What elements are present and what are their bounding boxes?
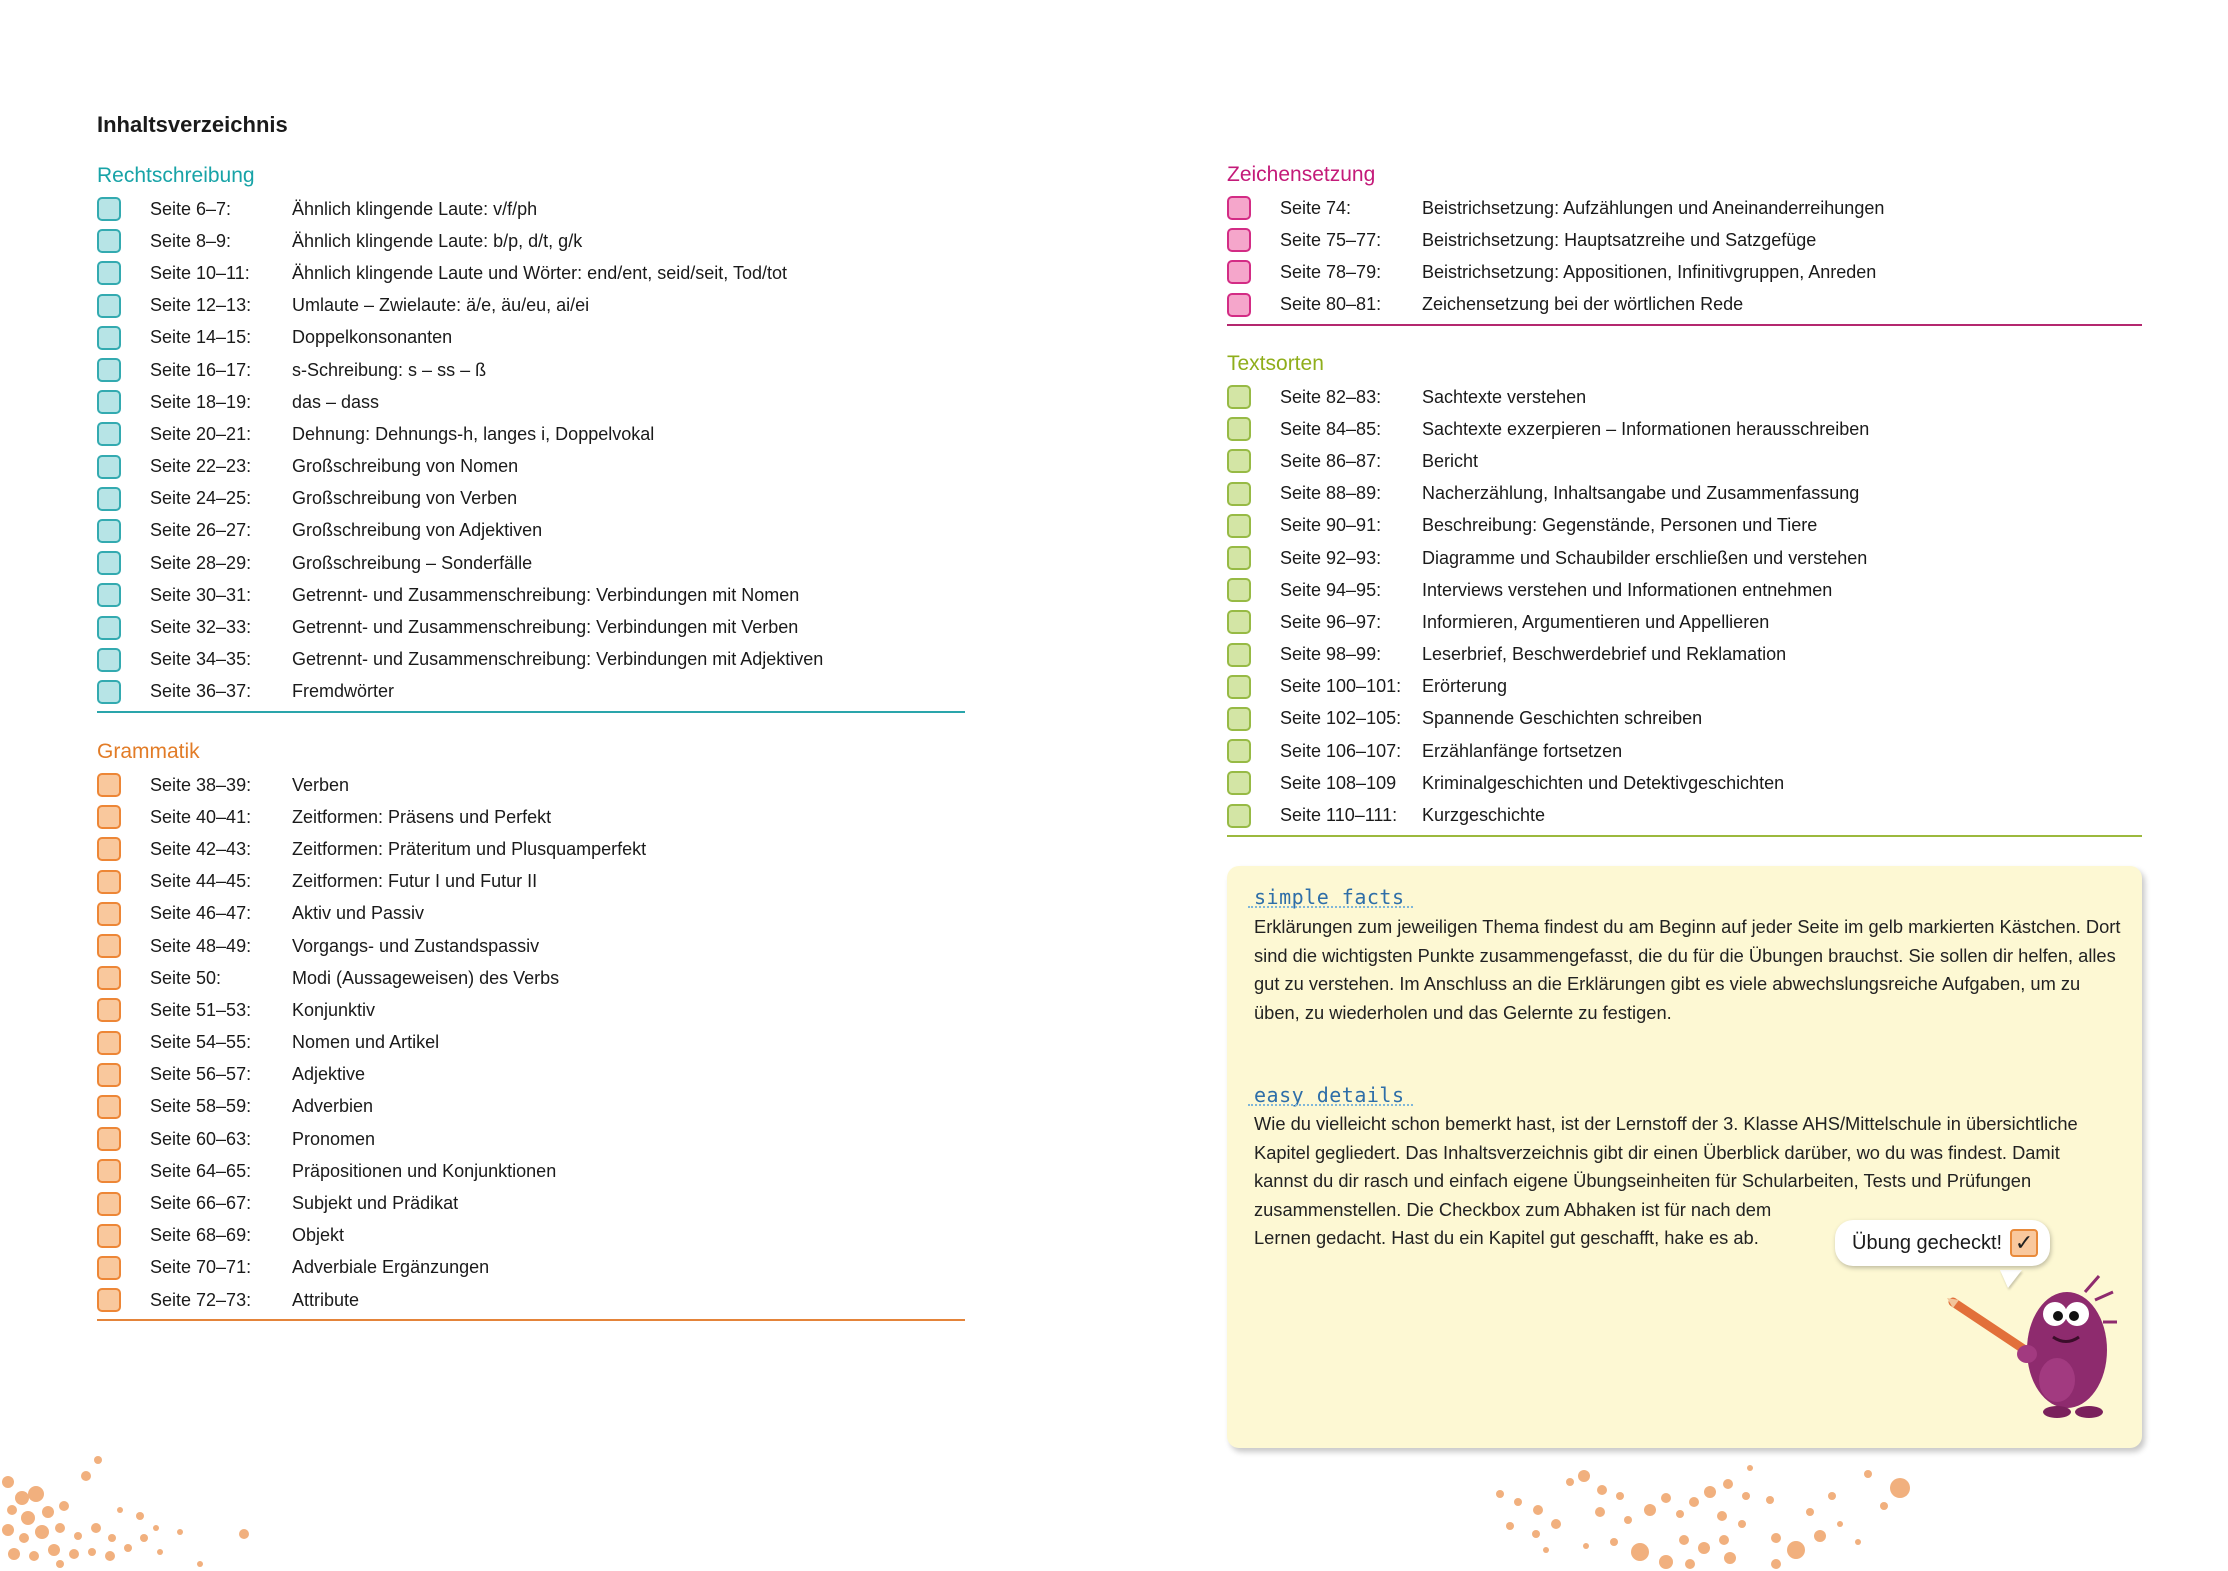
toc-row bbox=[1227, 256, 2142, 288]
toc-row bbox=[1227, 224, 2142, 256]
toc-row bbox=[97, 257, 965, 289]
toc-checkbox[interactable] bbox=[97, 1288, 121, 1312]
toc-page-range: Seite 106–107: bbox=[1280, 740, 1402, 761]
section-textsorten bbox=[1227, 349, 2142, 837]
toc-row bbox=[97, 322, 965, 354]
toc-topic: Objekt bbox=[292, 1225, 345, 1246]
toc-row bbox=[1227, 671, 2142, 703]
toc-checkbox[interactable] bbox=[97, 229, 121, 253]
simple-facts-text: Erklärungen zum jeweiligen Thema findest du am Beginn auf jeder Seite im gelb markierten Kästchen. Dort sind die wichtigsten Punkte zusammengefasst, die du für die Übungen brauchst. Sie sollen dir helfen, alles gut zu verstehen. Im Anschluss an die Erklärungen gibt es viele abwechslungsreiche Aufgaben, um zu üben, zu wiederholen und das Gelernte zu festigen. bbox=[1254, 916, 2121, 1023]
toc-row bbox=[97, 611, 965, 643]
toc-topic: Pronomen bbox=[292, 1128, 376, 1149]
toc-checkbox[interactable] bbox=[1227, 739, 1251, 763]
toc-row bbox=[97, 1284, 965, 1316]
toc-page-range: Seite 72–73: bbox=[150, 1289, 252, 1310]
toc-row bbox=[97, 483, 965, 515]
toc-page-range: Seite 68–69: bbox=[150, 1225, 252, 1246]
toc-checkbox[interactable] bbox=[97, 1256, 121, 1280]
toc-checkbox[interactable] bbox=[97, 1031, 121, 1055]
toc-topic: Beistrichsetzung: Hauptsatzreihe und Satzgefüge bbox=[1422, 229, 1817, 250]
toc-page-range: Seite 18–19: bbox=[150, 391, 252, 412]
toc-row bbox=[97, 962, 965, 994]
toc-page-range: Seite 84–85: bbox=[1280, 418, 1382, 439]
toc-checkbox[interactable] bbox=[97, 1192, 121, 1216]
toc-topic: Beistrichsetzung: Appositionen, Infinitivgruppen, Anreden bbox=[1422, 261, 1877, 282]
toc-row bbox=[1227, 703, 2142, 735]
toc-topic: Zeitformen: Präteritum und Plusquamperfekt bbox=[292, 838, 647, 859]
toc-row bbox=[1227, 381, 2142, 413]
toc-row bbox=[97, 386, 965, 418]
toc-checkbox[interactable] bbox=[97, 648, 121, 672]
toc-row bbox=[1227, 192, 2142, 224]
toc-checkbox[interactable] bbox=[97, 1095, 121, 1119]
toc-checkbox[interactable] bbox=[1227, 385, 1251, 409]
toc-row bbox=[1227, 735, 2142, 767]
toc-row bbox=[97, 1059, 965, 1091]
easy-details-line: zusammenstellen. Die Checkbox zum Abhaken ist für nach dem bbox=[1254, 1198, 1772, 1220]
toc-checkbox[interactable] bbox=[1227, 771, 1251, 795]
toc-checkbox[interactable] bbox=[1227, 643, 1251, 667]
toc-page-range: Seite 44–45: bbox=[150, 871, 252, 892]
page-title: Inhaltsverzeichnis bbox=[97, 112, 288, 137]
toc-topic: Getrennt- und Zusammenschreibung: Verbindungen mit Verben bbox=[292, 617, 799, 638]
toc-checkbox[interactable] bbox=[97, 358, 121, 382]
monster-mascot-icon bbox=[1945, 1262, 2120, 1422]
toc-page-range: Seite 56–57: bbox=[150, 1064, 252, 1085]
toc-row bbox=[1227, 799, 2142, 831]
toc-topic: Großschreibung von Nomen bbox=[292, 456, 519, 477]
toc-checkbox[interactable] bbox=[97, 934, 121, 958]
toc-topic: Adverbien bbox=[292, 1096, 374, 1117]
toc-topic: Umlaute – Zwielaute: ä/e, äu/eu, ai/ei bbox=[292, 295, 590, 316]
toc-page-range: Seite 102–105: bbox=[1280, 708, 1402, 729]
toc-page-range: Seite 28–29: bbox=[150, 552, 252, 573]
toc-page-range: Seite 20–21: bbox=[150, 423, 252, 444]
toc-checkbox[interactable] bbox=[97, 326, 121, 350]
toc-page-range: Seite 32–33: bbox=[150, 617, 252, 638]
toc-page-range: Seite 100–101: bbox=[1280, 676, 1402, 697]
toc-topic: Vorgangs- und Zustandspassiv bbox=[292, 935, 540, 956]
toc-row bbox=[97, 451, 965, 483]
toc-topic: Adjektive bbox=[292, 1064, 366, 1085]
toc-row bbox=[97, 676, 965, 708]
toc-topic: Ähnlich klingende Laute und Wörter: end/ent, seid/seit, Tod/tot bbox=[292, 262, 787, 283]
toc-checkbox[interactable] bbox=[97, 1063, 121, 1087]
toc-topic: Leserbrief, Beschwerdebrief und Reklamation bbox=[1422, 644, 1787, 665]
toc-topic: Sachtexte exzerpieren – Informationen herausschreiben bbox=[1422, 418, 1870, 439]
toc-page-range: Seite 82–83: bbox=[1280, 386, 1382, 407]
toc-checkbox[interactable] bbox=[97, 998, 121, 1022]
toc-page-range: Seite 8–9: bbox=[150, 230, 232, 251]
toc-page-range: Seite 14–15: bbox=[150, 327, 252, 348]
toc-checkbox[interactable] bbox=[97, 583, 121, 607]
toc-page-range: Seite 92–93: bbox=[1280, 547, 1382, 568]
toc-page-range: Seite 50: bbox=[150, 967, 222, 988]
toc-checkbox[interactable] bbox=[97, 805, 121, 829]
toc-page-range: Seite 30–31: bbox=[150, 584, 252, 605]
toc-page-range: Seite 88–89: bbox=[1280, 483, 1382, 504]
toc-checkbox[interactable] bbox=[1227, 804, 1251, 828]
toc-checkbox[interactable] bbox=[97, 294, 121, 318]
easy-details-heading: easy details bbox=[1254, 1083, 1405, 1107]
toc-page-range: Seite 74: bbox=[1280, 197, 1352, 218]
toc-row bbox=[97, 354, 965, 386]
toc-page-range: Seite 75–77: bbox=[1280, 229, 1382, 250]
toc-page-range: Seite 40–41: bbox=[150, 806, 252, 827]
toc-topic: Zeichensetzung bei der wörtlichen Rede bbox=[1422, 294, 1744, 315]
toc-topic: Kurzgeschichte bbox=[1422, 805, 1546, 826]
toc-page-range: Seite 36–37: bbox=[150, 681, 252, 702]
toc-page-range: Seite 70–71: bbox=[150, 1257, 252, 1278]
toc-checkbox[interactable] bbox=[1227, 417, 1251, 441]
toc-checkbox[interactable] bbox=[97, 1224, 121, 1248]
toc-checkbox[interactable] bbox=[1227, 707, 1251, 731]
speech-bubble-text: Übung gecheckt! bbox=[1852, 1231, 2003, 1254]
toc-page-range: Seite 80–81: bbox=[1280, 294, 1382, 315]
toc-page-range: Seite 94–95: bbox=[1280, 579, 1382, 600]
toc-page-range: Seite 98–99: bbox=[1280, 644, 1382, 665]
toc-checkbox[interactable] bbox=[97, 773, 121, 797]
toc-row bbox=[1227, 767, 2142, 799]
toc-checkbox[interactable] bbox=[1227, 675, 1251, 699]
toc-page-range: Seite 51–53: bbox=[150, 999, 252, 1020]
toc-checkbox[interactable] bbox=[1227, 546, 1251, 570]
toc-checkbox[interactable] bbox=[97, 870, 121, 894]
toc-page-range: Seite 110–111: bbox=[1280, 805, 1398, 826]
toc-page-range: Seite 90–91: bbox=[1280, 515, 1382, 536]
toc-page-range: Seite 22–23: bbox=[150, 456, 252, 477]
toc-checkbox[interactable] bbox=[1227, 449, 1251, 473]
toc-row bbox=[97, 801, 965, 833]
toc-row bbox=[97, 1252, 965, 1284]
toc-topic: Aktiv und Passiv bbox=[292, 903, 425, 924]
toc-checkbox[interactable] bbox=[1227, 482, 1251, 506]
toc-checkbox[interactable] bbox=[97, 1127, 121, 1151]
toc-page-range: Seite 48–49: bbox=[150, 935, 252, 956]
toc-checkbox[interactable] bbox=[97, 197, 121, 221]
toc-row bbox=[97, 833, 965, 865]
toc-topic: Diagramme und Schaubilder erschließen und verstehen bbox=[1422, 547, 1868, 568]
toc-page-range: Seite 38–39: bbox=[150, 774, 252, 795]
toc-checkbox[interactable] bbox=[97, 902, 121, 926]
section-title-rechtschreibung: Rechtschreibung bbox=[97, 164, 255, 187]
toc-row bbox=[97, 930, 965, 962]
toc-topic: Erörterung bbox=[1422, 676, 1508, 697]
toc-row bbox=[97, 1187, 965, 1219]
toc-page-range: Seite 64–65: bbox=[150, 1160, 252, 1181]
toc-checkbox[interactable] bbox=[1227, 293, 1251, 317]
toc-topic: Erzählanfänge fortsetzen bbox=[1422, 740, 1623, 761]
toc-page-range: Seite 78–79: bbox=[1280, 261, 1382, 282]
section-grammatik bbox=[97, 737, 965, 1321]
toc-checkbox[interactable] bbox=[1227, 260, 1251, 284]
toc-page-range: Seite 24–25: bbox=[150, 488, 252, 509]
toc-topic: s-Schreibung: s – ss – ß bbox=[292, 359, 487, 380]
toc-row bbox=[97, 547, 965, 579]
toc-topic: Getrennt- und Zusammenschreibung: Verbindungen mit Nomen bbox=[292, 584, 800, 605]
toc-row bbox=[1227, 478, 2142, 510]
toc-row bbox=[97, 898, 965, 930]
toc-checkbox[interactable] bbox=[1227, 578, 1251, 602]
toc-page-range: Seite 12–13: bbox=[150, 295, 252, 316]
section-title-zeichensetzung: Zeichensetzung bbox=[1227, 163, 1376, 186]
toc-row bbox=[97, 418, 965, 450]
toc-checkbox[interactable] bbox=[97, 519, 121, 543]
toc-row bbox=[1227, 574, 2142, 606]
toc-topic: Spannende Geschichten schreiben bbox=[1422, 708, 1703, 729]
toc-checkbox[interactable] bbox=[1227, 610, 1251, 634]
easy-details-line: kannst du dir rasch und einfach eigene Übungseinheiten für Schularbeiten, Tests und Prüfungen bbox=[1254, 1170, 2032, 1191]
toc-topic: Verben bbox=[292, 774, 350, 795]
toc-topic: Bericht bbox=[1422, 450, 1479, 471]
toc-checkbox[interactable] bbox=[1227, 514, 1251, 538]
toc-page-range: Seite 60–63: bbox=[150, 1128, 252, 1149]
toc-checkbox[interactable] bbox=[97, 966, 121, 990]
toc-topic: Präpositionen und Konjunktionen bbox=[292, 1160, 557, 1181]
simple-facts-heading: simple facts bbox=[1254, 885, 1405, 909]
toc-checkbox[interactable] bbox=[1227, 196, 1251, 220]
toc-row bbox=[97, 1091, 965, 1123]
toc-topic: Beistrichsetzung: Aufzählungen und Aneinanderreihungen bbox=[1422, 197, 1885, 218]
easy-details-line: Lernen gedacht. Hast du ein Kapitel gut geschafft, hake es ab. bbox=[1254, 1227, 1759, 1248]
toc-topic: Großschreibung – Sonderfälle bbox=[292, 552, 533, 573]
easy-details-line: Kapitel gegliedert. Das Inhaltsverzeichnis gibt dir einen Überblick darüber, wo du was findest. Damit bbox=[1254, 1141, 2060, 1163]
toc-row bbox=[97, 1220, 965, 1252]
toc-checkbox[interactable] bbox=[97, 455, 121, 479]
toc-page-range: Seite 6–7: bbox=[150, 198, 232, 219]
toc-checkbox[interactable] bbox=[97, 616, 121, 640]
decorative-dots-right bbox=[1480, 1440, 2040, 1571]
toc-checkbox[interactable] bbox=[97, 487, 121, 511]
toc-topic: Getrennt- und Zusammenschreibung: Verbindungen mit Adjektiven bbox=[292, 649, 824, 670]
decorative-dots-left bbox=[0, 1440, 260, 1571]
toc-topic: Beschreibung: Gegenstände, Personen und Tiere bbox=[1422, 515, 1818, 536]
toc-topic: das – dass bbox=[292, 391, 380, 412]
toc-row bbox=[97, 1155, 965, 1187]
toc-topic: Adverbiale Ergänzungen bbox=[292, 1257, 490, 1278]
toc-checkbox[interactable] bbox=[97, 422, 121, 446]
check-icon: ✓ bbox=[2010, 1229, 2038, 1257]
toc-page-range: Seite 10–11: bbox=[150, 262, 250, 283]
toc-checkbox[interactable] bbox=[97, 551, 121, 575]
toc-page-range: Seite 46–47: bbox=[150, 903, 252, 924]
toc-page-range: Seite 16–17: bbox=[150, 359, 252, 380]
toc-topic: Nomen und Artikel bbox=[292, 1032, 440, 1053]
section-rule bbox=[97, 1319, 965, 1321]
toc-topic: Sachtexte verstehen bbox=[1422, 386, 1587, 407]
section-zeichensetzung bbox=[1227, 160, 2142, 326]
easy-details-line: Wie du vielleicht schon bemerkt hast, ist der Lernstoff der 3. Klasse AHS/Mittelschule in übersichtliche bbox=[1254, 1113, 2078, 1134]
toc-topic: Subjekt und Prädikat bbox=[292, 1193, 459, 1214]
toc-row bbox=[1227, 289, 2142, 321]
toc-topic: Modi (Aussageweisen) des Verbs bbox=[292, 967, 560, 988]
toc-page-range: Seite 26–27: bbox=[150, 520, 252, 541]
toc-page-range: Seite 96–97: bbox=[1280, 611, 1382, 632]
toc-topic: Informieren, Argumentieren und Appellieren bbox=[1422, 611, 1770, 632]
section-rechtschreibung bbox=[97, 161, 965, 713]
toc-checkbox[interactable] bbox=[97, 390, 121, 414]
toc-page-range: Seite 86–87: bbox=[1280, 450, 1382, 471]
toc-topic: Konjunktiv bbox=[292, 999, 376, 1020]
section-rule bbox=[1227, 324, 2142, 326]
toc-row bbox=[1227, 413, 2142, 445]
toc-row bbox=[97, 866, 965, 898]
toc-topic: Attribute bbox=[292, 1289, 360, 1310]
toc-checkbox[interactable] bbox=[97, 680, 121, 704]
toc-topic: Kriminalgeschichten und Detektivgeschichten bbox=[1422, 772, 1785, 793]
toc-row bbox=[1227, 639, 2142, 671]
toc-row bbox=[97, 994, 965, 1026]
toc-row bbox=[1227, 510, 2142, 542]
toc-page-range: Seite 54–55: bbox=[150, 1032, 252, 1053]
toc-topic: Fremdwörter bbox=[292, 681, 395, 702]
toc-row bbox=[97, 290, 965, 322]
speech-bubble bbox=[1835, 1220, 2050, 1266]
toc-page-range: Seite 108–109 bbox=[1280, 772, 1397, 793]
toc-topic: Großschreibung von Adjektiven bbox=[292, 520, 543, 541]
toc-row bbox=[97, 1027, 965, 1059]
toc-checkbox[interactable] bbox=[97, 837, 121, 861]
toc-topic: Zeitformen: Futur I und Futur II bbox=[292, 871, 538, 892]
toc-row bbox=[97, 579, 965, 611]
toc-page-range: Seite 66–67: bbox=[150, 1193, 252, 1214]
toc-page-range: Seite 42–43: bbox=[150, 838, 252, 859]
toc-checkbox[interactable] bbox=[1227, 228, 1251, 252]
toc-row bbox=[97, 644, 965, 676]
toc-row bbox=[1227, 542, 2142, 574]
toc-topic: Ähnlich klingende Laute: v/f/ph bbox=[292, 198, 538, 219]
toc-row bbox=[97, 769, 965, 801]
toc-topic: Ähnlich klingende Laute: b/p, d/t, g/k bbox=[292, 230, 583, 251]
section-title-grammatik: Grammatik bbox=[97, 740, 200, 763]
toc-topic: Großschreibung von Verben bbox=[292, 488, 518, 509]
toc-topic: Nacherzählung, Inhaltsangabe und Zusammenfassung bbox=[1422, 483, 1860, 504]
toc-page-range: Seite 34–35: bbox=[150, 649, 252, 670]
section-rule bbox=[1227, 835, 2142, 837]
toc-checkbox[interactable] bbox=[97, 261, 121, 285]
toc-row bbox=[97, 225, 965, 257]
section-rule bbox=[97, 711, 965, 713]
toc-page-range: Seite 58–59: bbox=[150, 1096, 252, 1117]
toc-row bbox=[97, 515, 965, 547]
toc-row bbox=[1227, 606, 2142, 638]
section-title-textsorten: Textsorten bbox=[1227, 352, 1324, 375]
toc-topic: Interviews verstehen und Informationen entnehmen bbox=[1422, 579, 1833, 600]
toc-topic: Dehnung: Dehnungs-h, langes i, Doppelvokal bbox=[292, 423, 655, 444]
toc-row bbox=[97, 193, 965, 225]
toc-topic: Doppelkonsonanten bbox=[292, 327, 453, 348]
toc-topic: Zeitformen: Präsens und Perfekt bbox=[292, 806, 552, 827]
toc-row bbox=[97, 1123, 965, 1155]
toc-checkbox[interactable] bbox=[97, 1159, 121, 1183]
toc-row bbox=[1227, 445, 2142, 477]
